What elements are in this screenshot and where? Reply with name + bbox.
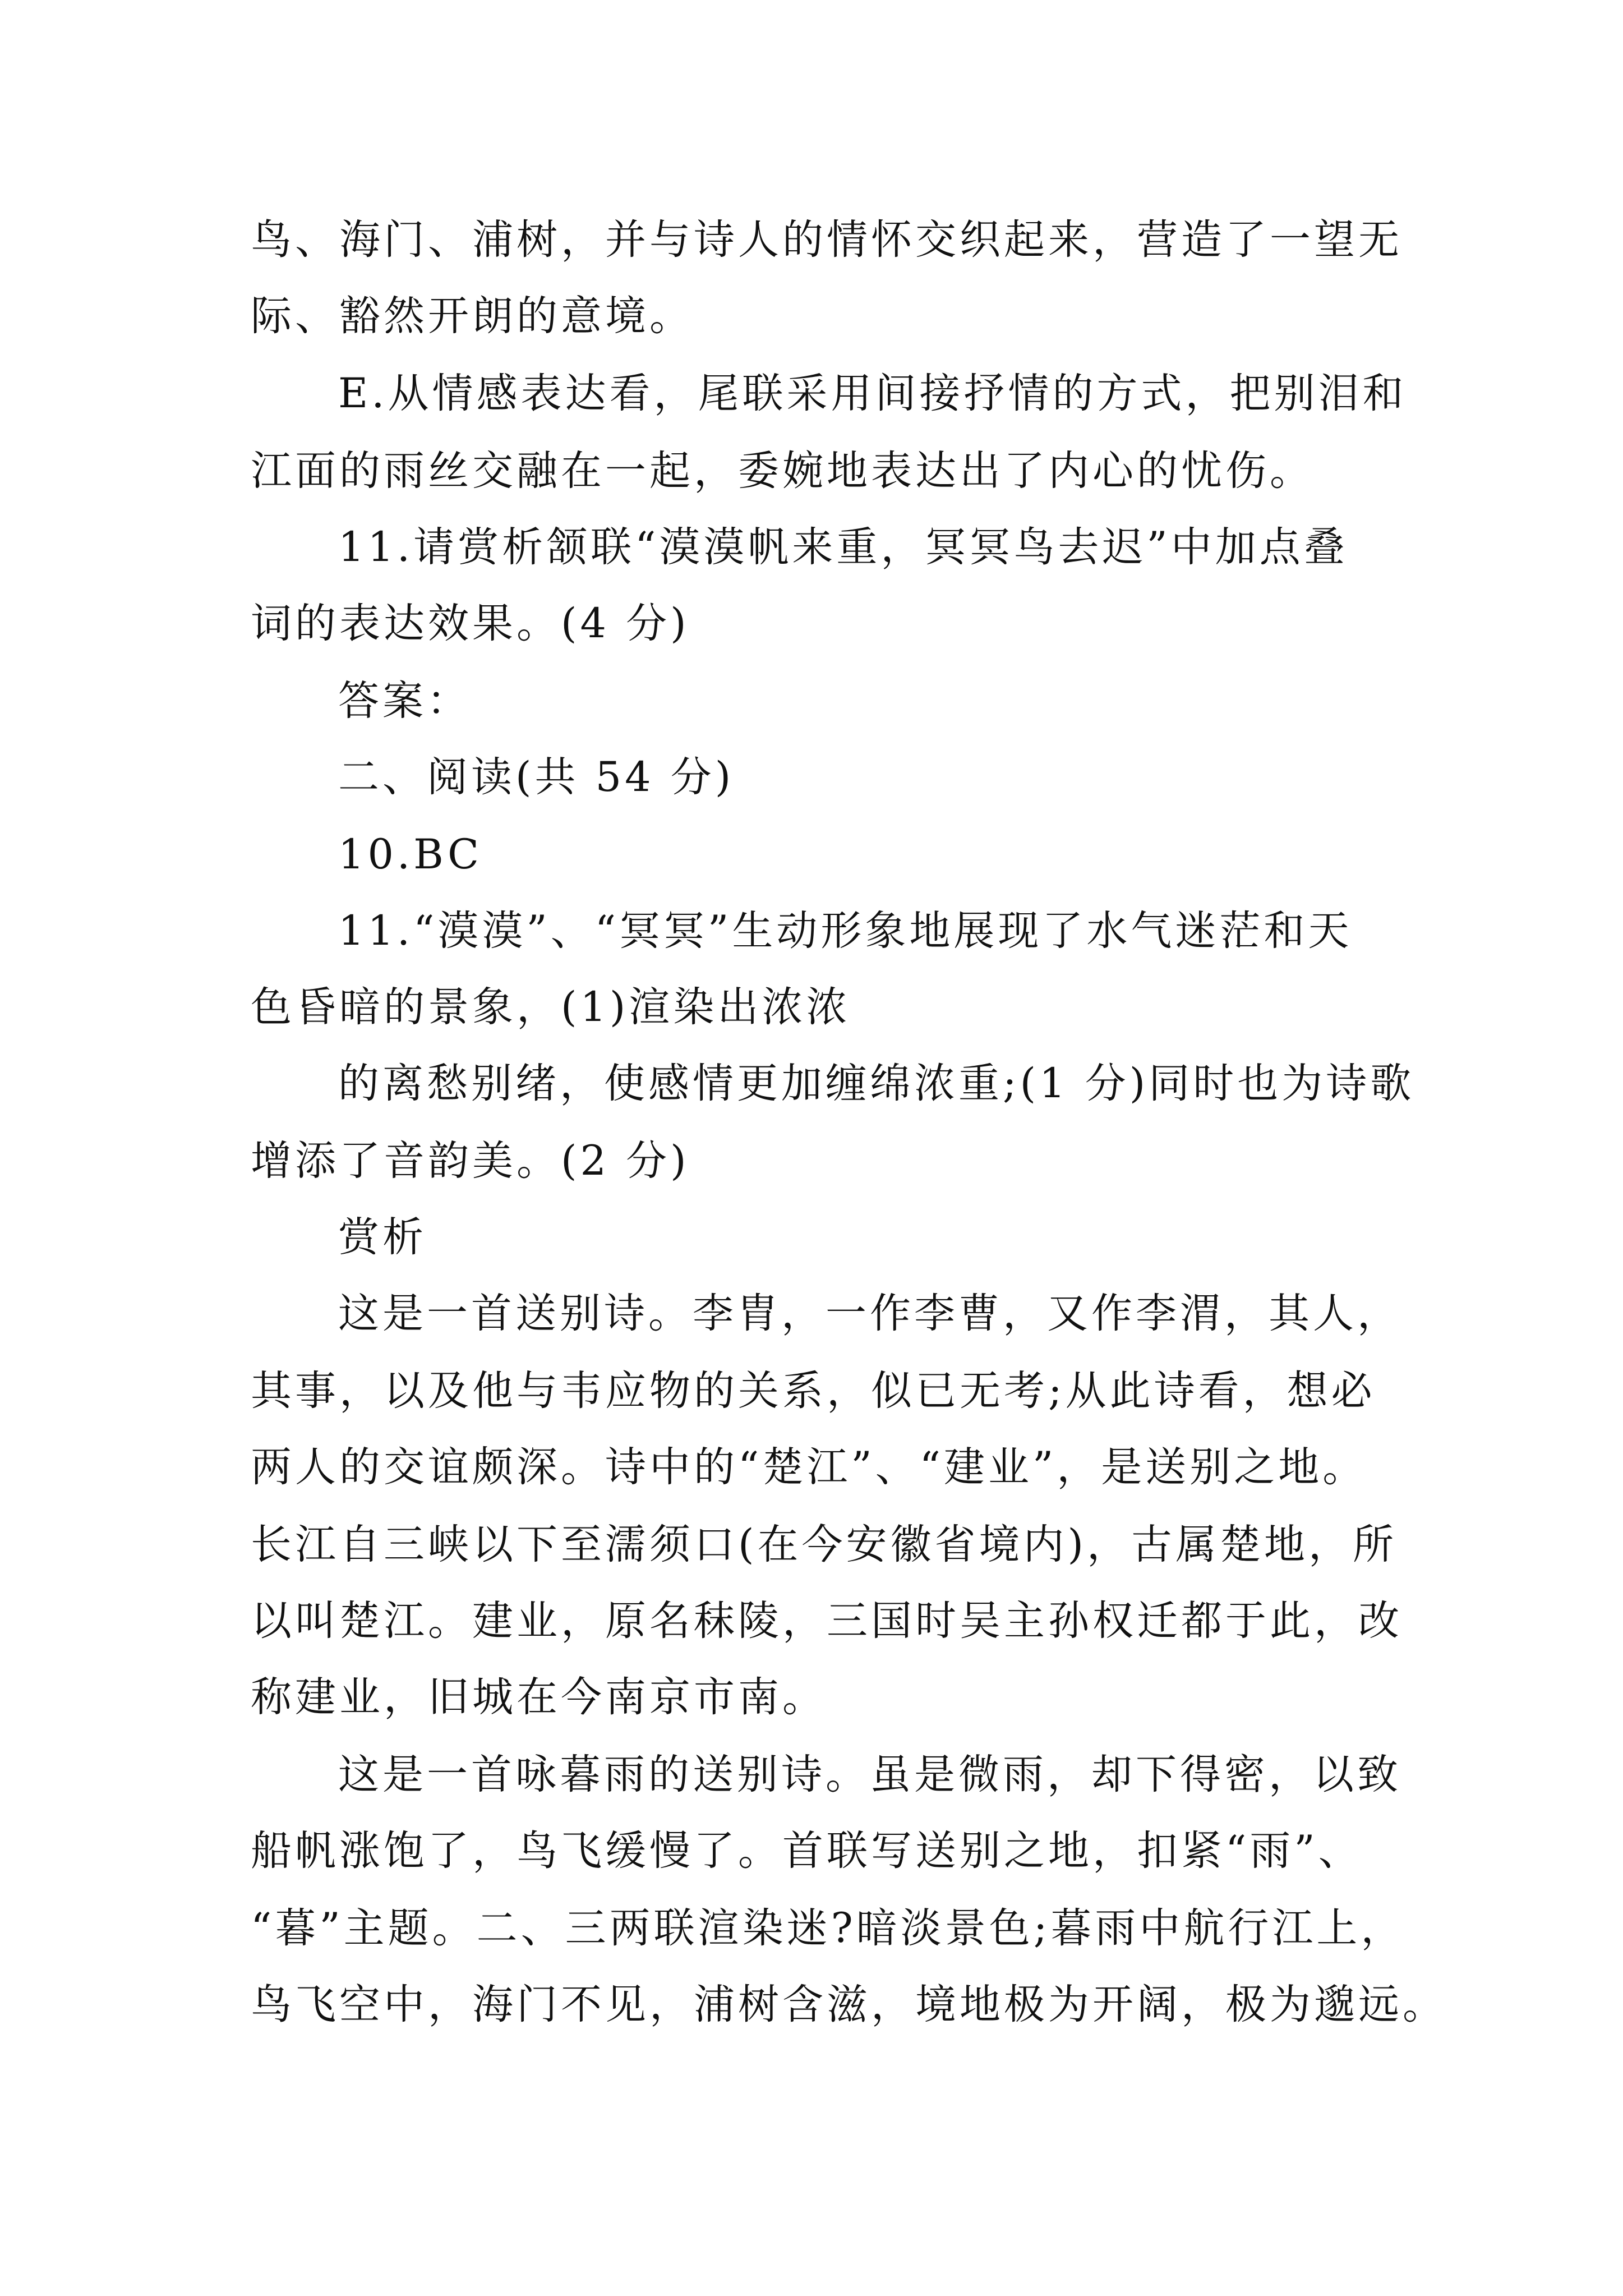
text-line: 的离愁别绪，使感情更加缠绵浓重;(1 分)同时也为诗歌 xyxy=(338,1060,1415,1107)
text-line: 以叫楚江。建业，原名秣陵，三国时吴主孙权迁都于此，改 xyxy=(251,1597,1403,1645)
text-line: 词的表达效果。(4 分) xyxy=(251,600,690,647)
text-line: 11.“漠漠”、“冥冥”生动形象地展现了水气迷茫和天 xyxy=(338,907,1353,955)
text-line: 这是一首送别诗。李胄，一作李曹，又作李渭，其人， xyxy=(338,1290,1401,1337)
text-line: 鸟飞空中，海门不见，浦树含滋，境地极为开阔，极为邈远。 xyxy=(251,1981,1447,2028)
text-line: 色昏暗的景象，(1)渲染出浓浓 xyxy=(251,983,851,1031)
text-line: 10.BC xyxy=(338,831,482,878)
text-line: 称建业，旧城在今南京市南。 xyxy=(251,1673,827,1721)
text-line: 赏析 xyxy=(338,1213,427,1261)
text-line: E.从情感表达看，尾联采用间接抒情的方式，把别泪和 xyxy=(338,370,1407,417)
text-line: 这是一首咏暮雨的送别诗。虽是微雨，却下得密，以致 xyxy=(338,1751,1401,1798)
text-line: 答案： xyxy=(338,677,471,725)
text-line: 其事，以及他与韦应物的关系，似已无考;从此诗看，想必 xyxy=(251,1367,1376,1415)
text-line: 际、豁然开朗的意境。 xyxy=(251,292,694,340)
text-line: 增添了音韵美。(2 分) xyxy=(251,1137,690,1185)
text-line: 江面的雨丝交融在一起，委婉地表达出了内心的忧伤。 xyxy=(251,447,1314,495)
text-line: 鸟、海门、浦树，并与诗人的情怀交织起来，营造了一望无 xyxy=(251,216,1403,264)
text-line: “暮”主题。二、三两联渲染迷?暗淡景色;暮雨中航行江上， xyxy=(251,1904,1405,1952)
text-line: 船帆涨饱了，鸟飞缓慢了。首联写送别之地，扣紧“雨”、 xyxy=(251,1827,1363,1875)
text-line: 二、阅读(共 54 分) xyxy=(338,753,735,801)
text-line: 11.请赏析颔联“漠漠帆来重，冥冥鸟去迟”中加点叠 xyxy=(338,523,1348,571)
text-line: 长江自三峡以下至濡须口(在今安徽省境内)，古属楚地，所 xyxy=(251,1521,1397,1568)
text-line: 两人的交谊颇深。诗中的“楚江”、“建业”，是送别之地。 xyxy=(251,1443,1367,1491)
